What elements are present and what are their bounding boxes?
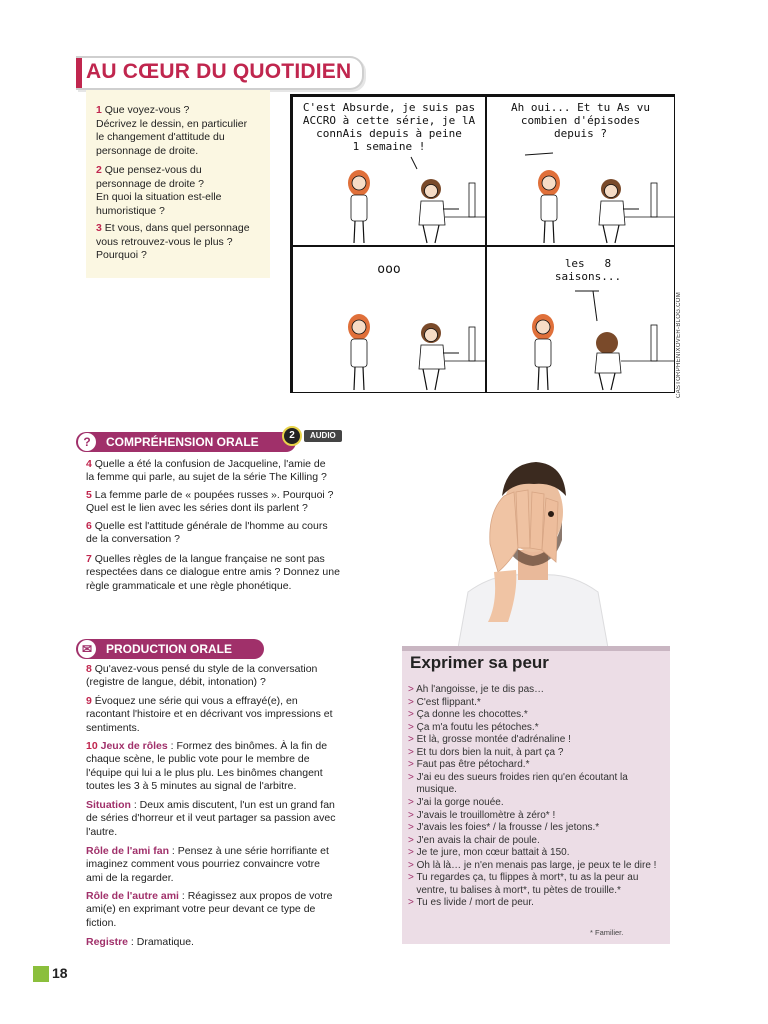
question-1	[96, 104, 264, 158]
vocabulary-text: J'avais le trouillomètre à zéro* !	[416, 809, 556, 821]
question-text: sentiments.	[86, 721, 140, 734]
bullet-marker: >	[408, 859, 417, 871]
bullet-marker: >	[408, 822, 417, 834]
bullet-marker: >	[408, 709, 417, 721]
question-number: 4	[86, 458, 92, 470]
vocabulary-line	[408, 810, 666, 822]
situation-label: Situation	[86, 799, 131, 811]
question-number: 7	[86, 553, 92, 565]
vocabulary-text: J'en avais la chair de poule.	[416, 834, 540, 846]
question-number: 10	[86, 740, 98, 752]
page-number: 18	[52, 965, 68, 981]
question-number: 8	[86, 663, 92, 675]
role-label: Rôle de l'autre ami	[86, 890, 179, 902]
title-banner	[76, 56, 364, 90]
questions-box	[86, 90, 270, 278]
role-autre	[86, 890, 354, 930]
speech-bubble: ooo	[377, 262, 401, 277]
role-text: : Pensez à une série horrifiante et	[169, 845, 329, 857]
vocabulary-line	[408, 734, 666, 746]
tv-screen	[469, 183, 475, 217]
comic-panel-1	[292, 96, 486, 246]
question-text: Quelle est l'attitude générale de l'homme au cours	[94, 520, 328, 532]
situation	[86, 799, 354, 839]
role-text: imaginez comment vous pourriez convaincre votre	[86, 858, 321, 871]
question-text: Et vous, dans quel personnage	[104, 222, 250, 234]
question-text: Décrivez le dessin, en particulier	[96, 117, 248, 130]
vocabulary-text: Je te jure, mon cœur battait à 150.	[416, 847, 570, 859]
tv-screen	[651, 183, 657, 217]
vocabulary-text: musique.	[416, 784, 457, 796]
comic-panel-3	[292, 246, 486, 393]
registre-text: : Dramatique.	[128, 936, 194, 948]
question-text: Que voyez-vous ?	[104, 104, 190, 116]
question-text: toutes les 3 à 5 minutes au signal de l'arbitre.	[86, 779, 297, 792]
situation-text: l'autre.	[86, 825, 118, 838]
bullet-marker: >	[408, 759, 417, 771]
question-text: (registre de langue, débit, intonation) ?	[86, 676, 266, 689]
question-text: de la conversation ?	[86, 533, 180, 546]
question-number: 6	[86, 520, 92, 532]
man-illustration	[458, 452, 608, 648]
ear-icon: ?	[78, 433, 96, 451]
role-text: fiction.	[86, 916, 117, 929]
question-number: 1	[96, 104, 102, 116]
vocabulary-title: Exprimer sa peur	[410, 653, 549, 672]
section-title: PRODUCTION ORALE	[106, 642, 232, 656]
section-title: COMPRÉHENSION ORALE	[106, 435, 259, 449]
vocabulary-text: C'est flippant.*	[416, 696, 481, 708]
comic-drawing	[487, 247, 674, 392]
vocabulary-line	[408, 709, 666, 721]
question-10	[86, 740, 354, 793]
question-text: le changement d'attitude du	[96, 131, 225, 143]
woman-figure	[348, 170, 370, 243]
bullet-marker: >	[408, 696, 417, 708]
vocabulary-line	[408, 684, 666, 696]
question-text: Quelles règles de la langue française ne sont pas	[94, 553, 325, 565]
question-text: personnage de droite ?	[96, 177, 204, 190]
question-text: Évoquez une série qui vous a effrayé(e), en	[94, 695, 298, 707]
vocabulary-line	[408, 759, 666, 771]
comprehension-header	[76, 432, 296, 452]
question-text: vous retrouvez-vous le plus ?	[96, 235, 233, 248]
question-number: 9	[86, 695, 92, 707]
question-text: Que pensez-vous du	[104, 164, 202, 176]
vocabulary-text: J'avais les foies* / la frousse / les jetons.*	[416, 822, 600, 834]
bullet-marker: >	[408, 796, 417, 808]
question-number: 3	[96, 222, 102, 234]
bullet-marker: >	[408, 897, 417, 909]
audio-badge[interactable]: AUDIO	[304, 430, 342, 442]
question-text: Quel est le lien avec les séries dont ils parlent ?	[86, 502, 308, 515]
footnote: * Familier.	[590, 928, 624, 937]
bullet-marker: >	[408, 809, 417, 821]
vocabulary-text: Et là, grosse montée d'adrénaline !	[416, 734, 571, 746]
role-text: ami(e) en exprimant votre peur devant ce type de	[86, 903, 316, 916]
vocabulary-line	[408, 822, 666, 834]
role-fan	[86, 845, 354, 885]
situation-text: : Deux amis discutent, l'un est un grand fan	[130, 799, 335, 811]
vocabulary-line	[408, 772, 666, 784]
bullet-marker: >	[408, 684, 417, 695]
comic-drawing	[293, 97, 485, 245]
vocabulary-text: Tu es livide / mort de peur.	[416, 897, 534, 909]
registre-label: Registre	[86, 936, 129, 948]
vocabulary-text: Faut pas être pétochard.*	[416, 759, 530, 771]
role-label: Rôle de l'ami fan	[86, 845, 170, 857]
comic-panel-2	[486, 96, 675, 246]
question-text: racontant l'histoire et en décrivant vos impressions et	[86, 708, 333, 721]
bullet-marker: >	[408, 771, 417, 783]
question-text: l'équipe qui lui a le plus plu. Les binômes changent	[86, 766, 323, 779]
vocabulary-text: J'ai la gorge nouée.	[416, 796, 504, 808]
question-text: Pourquoi ?	[96, 249, 147, 261]
question-text: En quoi la situation est-elle	[96, 191, 222, 203]
speech-icon: ✉	[78, 640, 96, 658]
bullet-marker: >	[408, 847, 417, 859]
vocabulary-line	[408, 784, 666, 796]
question-text: chaque scène, le public vote pour le membre de	[86, 753, 310, 766]
vocabulary-line	[408, 697, 666, 709]
vocabulary-line	[408, 885, 666, 897]
question-text: La femme parle de « poupées russes ». Pourquoi ?	[94, 489, 334, 501]
audio-track-number: 2	[289, 430, 295, 441]
vocabulary-line	[408, 847, 666, 859]
vocabulary-line	[408, 860, 666, 872]
question-text: Qu'avez-vous pensé du style de la conversation	[94, 663, 318, 675]
question-text: la femme qui parle, au sujet de la série The Killing ?	[86, 471, 327, 484]
speech-bubble: C'est Absurde, je suis pas ACCRO à cette série, je lA connAis depuis à peine 1 semaine !	[302, 101, 476, 153]
question-7	[86, 553, 354, 593]
vocabulary-line	[408, 897, 666, 909]
vocabulary-line	[408, 722, 666, 734]
bullet-marker: >	[408, 721, 417, 733]
title-accent-bar	[76, 58, 82, 88]
registre	[86, 936, 354, 949]
man-covering-face-photo	[458, 452, 608, 648]
bullet-marker: >	[408, 746, 417, 758]
vocabulary-line	[408, 747, 666, 759]
bullet-marker: >	[408, 834, 417, 846]
vocabulary-box-top-bar	[402, 646, 670, 651]
page-marker	[33, 966, 49, 982]
role-text: ami de la regarder.	[86, 871, 174, 884]
bullet-marker: >	[408, 734, 417, 746]
question-9	[86, 695, 354, 735]
question-text: personnage de droite.	[96, 144, 199, 157]
question-text: humoristique ?	[96, 204, 165, 217]
vocabulary-line	[408, 797, 666, 809]
vocabulary-text: ventre, tu balises à mort*, tu pètes de trouille.*	[416, 884, 621, 896]
vocabulary-text: J'ai eu des sueurs froides rien qu'en écoutant la	[416, 771, 628, 783]
question-text: Quelle a été la confusion de Jacqueline, l'amie de	[94, 458, 326, 470]
question-4	[86, 458, 354, 485]
question-text: : Formez des binômes. À la fin de	[167, 740, 328, 752]
situation-text: de séries d'horreur et il veut partager sa passion avec	[86, 812, 336, 825]
comic-drawing	[293, 247, 485, 392]
question-text: règle grammaticale et une règle phonétique.	[86, 579, 292, 592]
production-header	[76, 639, 264, 659]
role-text: : Réagissez aux propos de votre	[178, 890, 333, 902]
audio-track-icon[interactable]	[282, 426, 302, 446]
vocabulary-line	[408, 835, 666, 847]
bullet-marker: >	[408, 872, 417, 884]
vocabulary-text: Tu regardes ça, tu flippes à mort*, tu as la peur au	[416, 872, 639, 884]
question-text: respectées dans ce dialogue entre amis ? Donnez une	[86, 566, 340, 579]
speech-bubble: les 8 saisons...	[554, 257, 622, 283]
comic-drawing	[487, 97, 674, 245]
question-number: 2	[96, 164, 102, 176]
comic-strip	[290, 94, 675, 393]
vocabulary-line	[408, 872, 666, 884]
question-5	[86, 489, 354, 516]
speech-bubble: Ah oui... Et tu As vu combien d'épisodes depuis ?	[510, 101, 651, 140]
vocabulary-text: Et tu dors bien la nuit, à part ça ?	[416, 746, 564, 758]
question-8	[86, 663, 354, 690]
vocabulary-text: Ça donne les chocottes.*	[416, 709, 528, 721]
vocabulary-text: Ça m'a foutu les pétoches.*	[416, 721, 539, 733]
role-label: Jeux de rôles	[100, 740, 168, 752]
question-2	[96, 164, 264, 218]
question-3	[96, 222, 264, 263]
question-number: 5	[86, 489, 92, 501]
seated-woman-figure	[419, 179, 459, 243]
vocabulary-text: Ah l'angoisse, je te dis pas…	[416, 684, 545, 695]
question-6	[86, 520, 354, 547]
vocabulary-text: Oh là là… je n'en menais pas large, je peux te le dire !	[416, 859, 657, 871]
comic-panel-4	[486, 246, 675, 393]
comic-credit: CASTORPHENIXOVER-BLOG.COM	[676, 291, 682, 398]
page-title: AU CŒUR DU QUOTIDIEN	[86, 60, 352, 83]
